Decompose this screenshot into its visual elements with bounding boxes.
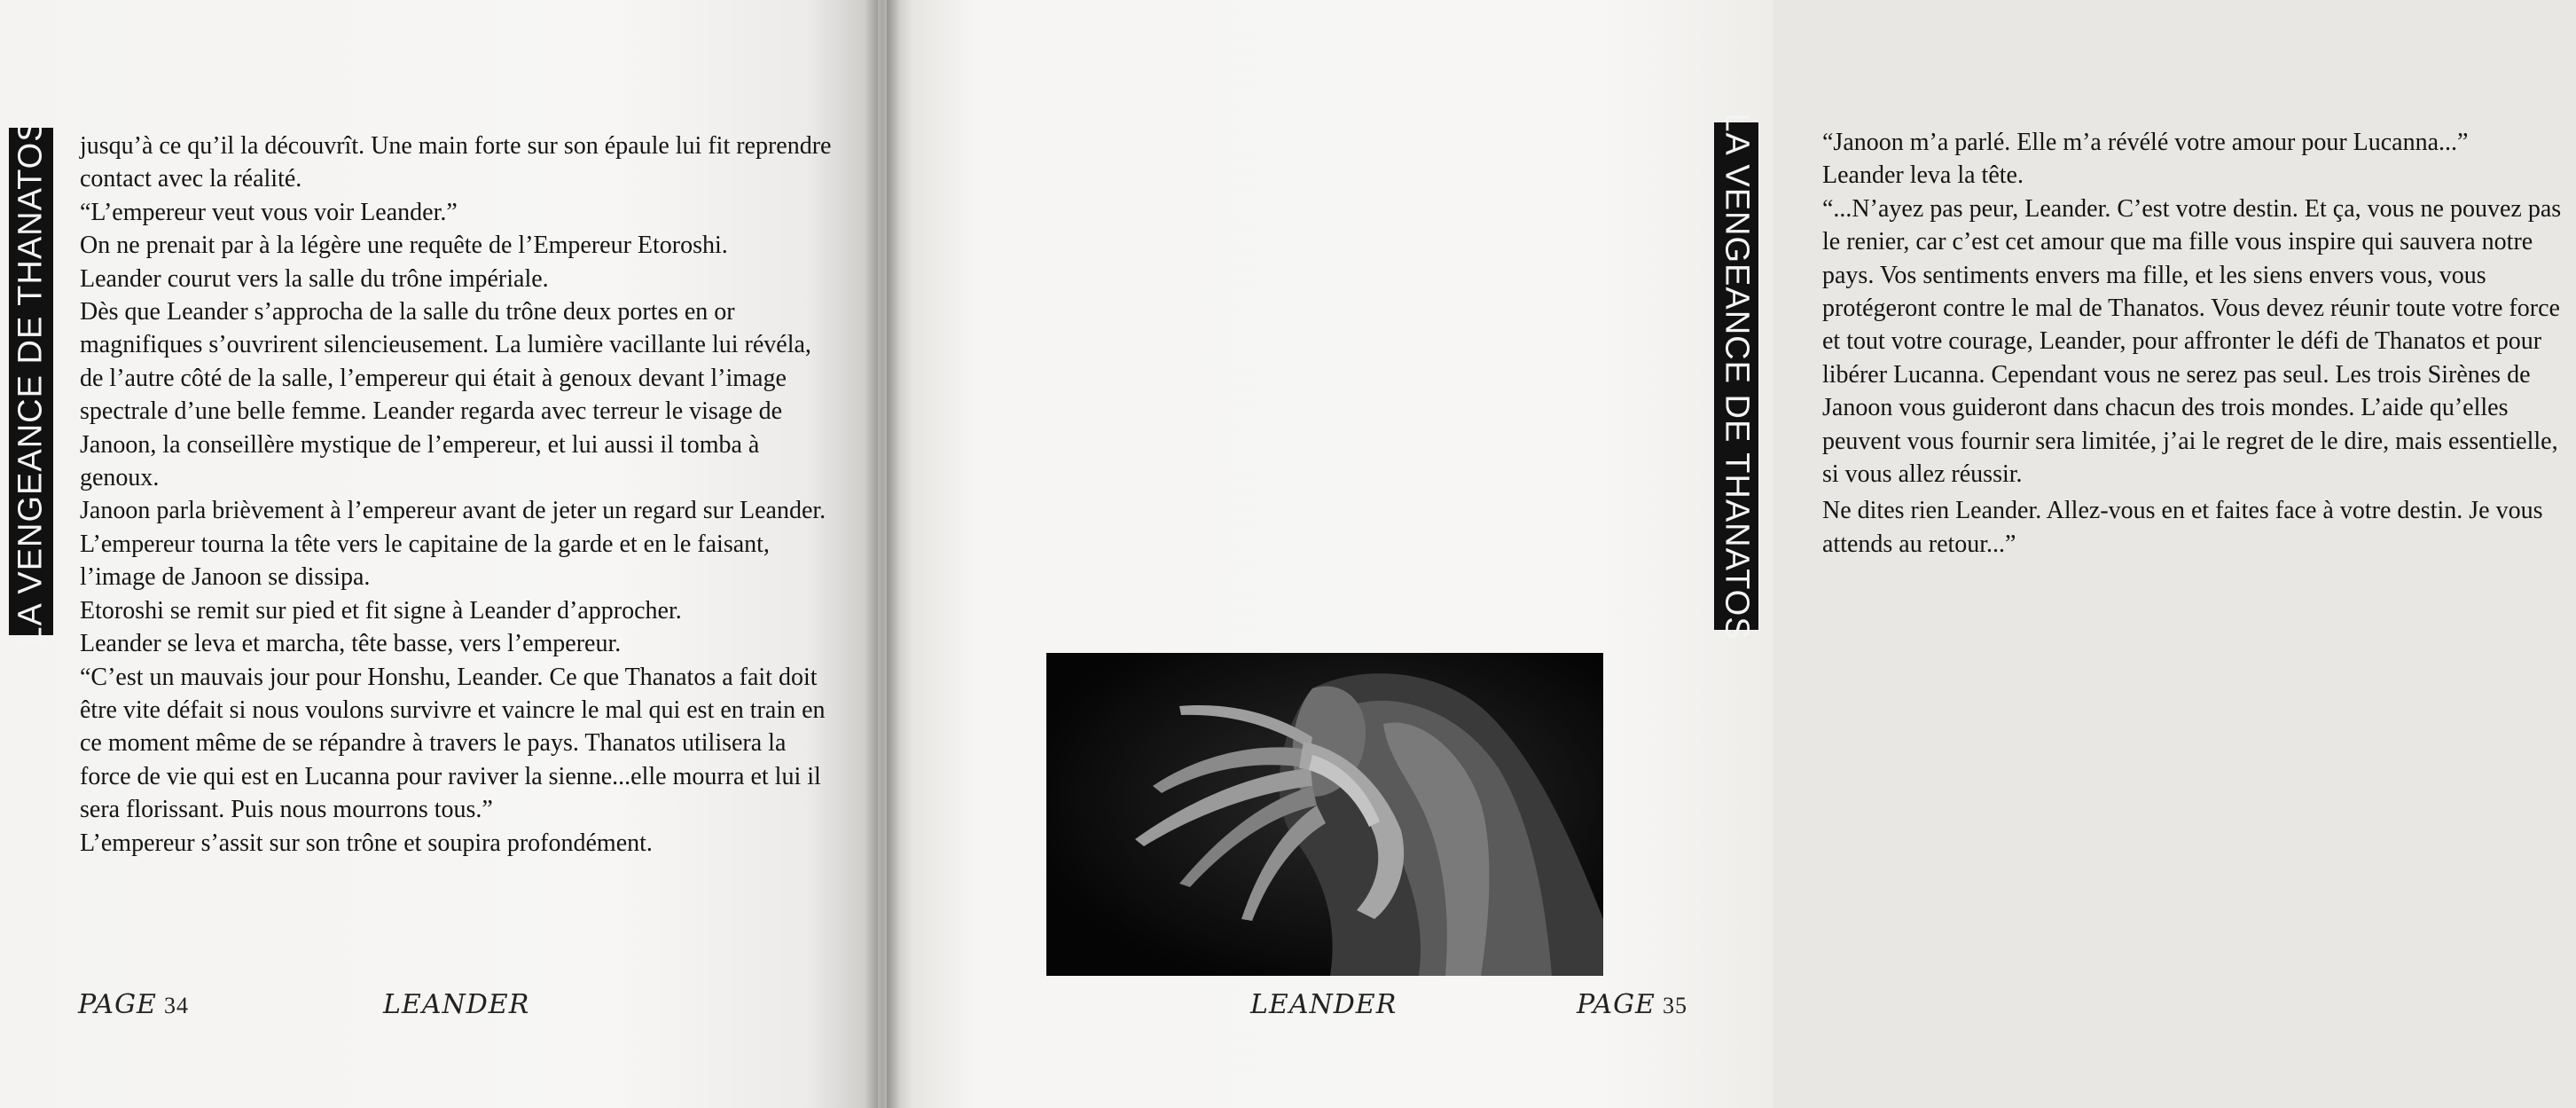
- paragraph: Leander courut vers la salle du trône impériale.: [80, 264, 549, 293]
- page-label: PAGE: [78, 989, 157, 1020]
- left-page: [0, 0, 878, 1108]
- left-page-number: [78, 989, 189, 1020]
- book-gutter: [865, 0, 900, 1108]
- paragraph: Janoon parla brièvement à l’empereur avant de jeter un regard sur Leander. L’empereur tourna la tête vers le capitaine de la garde et en le faisant, l’image de Janoon se dissipa.: [80, 497, 826, 592]
- right-page-text: [1822, 126, 2576, 561]
- left-side-tab: [9, 117, 53, 646]
- paragraph: “L’empereur veut vous voir Leander.”: [80, 198, 458, 226]
- page-number: 34: [163, 993, 189, 1018]
- paragraph: Dès que Leander s’approcha de la salle du trône deux portes en or magnifiques s’ouvrirent silencieusement. La lumière vacillante lui révéla, de l’autre côté de la salle, l’empereur qui était à genoux devant l’image spectrale d’une belle femme. Leander regarda avec terreur le visage de Janoon, la conseillère mystique de l’empereur, et lui aussi il tomba à genoux.: [80, 298, 811, 492]
- paragraph: “C’est un mauvais jour pour Honshu, Leander. Ce que Thanatos a fait doit être vite défait si nous voulons survivre et vaincre le mal qui est en train en ce moment même de se répandre à travers le pays. Thanatos utilisera la force de vie qui est en Lucanna pour raviver la sienne...elle mourra et lui il sera florissant. Puis nous mourrons tous.”: [80, 663, 826, 824]
- right-page-number: [1577, 989, 1687, 1020]
- paragraph: Leander se leva et marcha, tête basse, vers l’empereur.: [80, 630, 622, 658]
- paragraph: L’empereur s’assit sur son trône et soupira profondément.: [80, 829, 653, 857]
- paragraph: “...N’ayez pas peur, Leander. C’est votre destin. Et ça, vous ne pouvez pas le renier, car c’est cet amour que ma fille vous inspire qui sauvera notre pays. Vos sentiments envers ma fille, et les siens envers vous, vous protégeront contre le mal de Thanatos. Vous devez réunir toute votre force et tout votre courage, Leander, pour affronter le défi de Thanatos et pour libérer Lucanna. Cependant vous ne serez pas seul. Les trois Sirènes de Janoon vous guideront dans chacun des trois mondes. L’aide qu’elles peuvent vous fournir sera limitée, j’ai le regret de le dire, mais essentielle, si vous allez réussir.: [1822, 194, 2562, 489]
- paragraph: jusqu’à ce qu’il la découvrît. Une main forte sur son épaule lui fit reprendre contact avec la réalité.: [80, 132, 832, 193]
- left-side-tab-label: LA VENGEANCE DE THANATOS: [12, 117, 50, 646]
- reaper-icon: [1046, 653, 1603, 976]
- paragraph: Etoroshi se remit sur pied et fit signe à Leander d’approcher.: [80, 596, 682, 625]
- right-side-tab-label: LA VENGEANCE DE THANATOS: [1718, 112, 1756, 640]
- left-page-text: [80, 130, 832, 860]
- left-footer-title: LEANDER: [383, 989, 530, 1020]
- paragraph: “Janoon m’a parlé. Elle m’a révélé votre amour pour Lucanna...”: [1822, 129, 2469, 156]
- page-label: PAGE: [1577, 989, 1656, 1020]
- page-number: 35: [1662, 993, 1687, 1018]
- paragraph: Leander leva la tête.: [1822, 161, 2024, 190]
- paragraph: On ne prenait par à la légère une requête de l’Empereur Etoroshi.: [80, 232, 728, 260]
- right-footer-title: LEANDER: [1250, 989, 1398, 1020]
- right-side-tab: [1714, 112, 1758, 640]
- paragraph: Ne dites rien Leander. Allez-vous en et faites face à votre destin. Je vous attends au retour...”: [1822, 497, 2543, 558]
- reaper-claw-illustration: [1046, 653, 1603, 976]
